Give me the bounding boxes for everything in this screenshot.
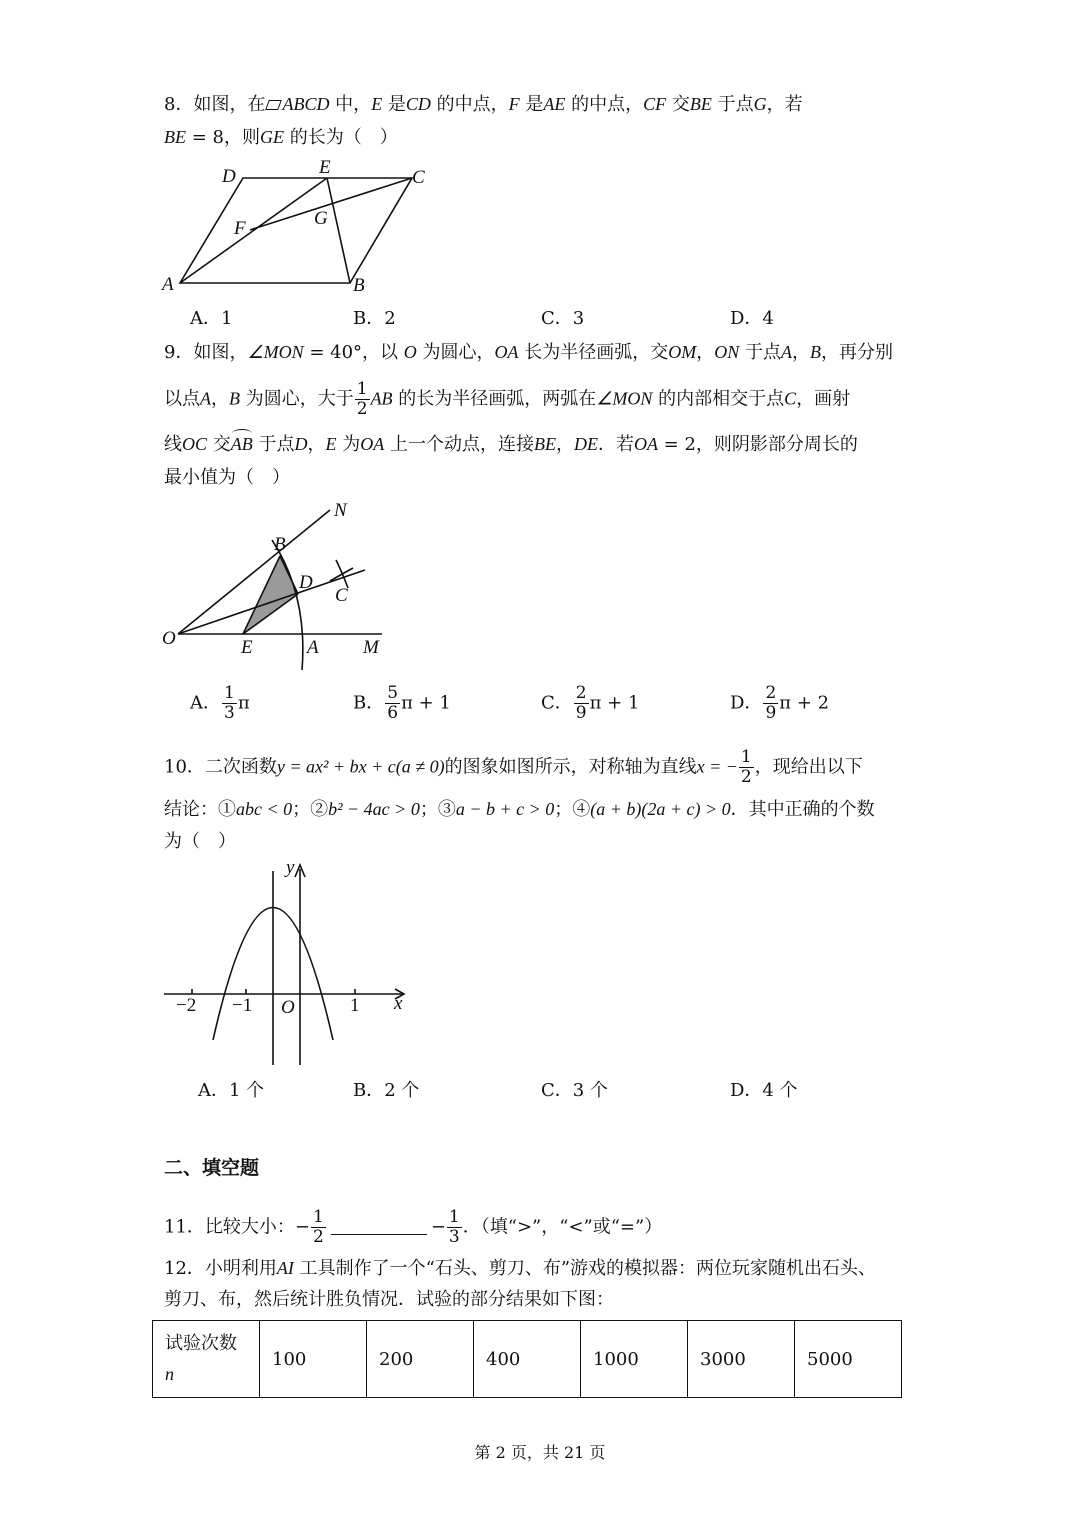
q10-line1: 10．二次函数y = ax² + bx + c(a ≠ 0)的图象如图所示，对称轴为直线x = − $\frac{1}{2}$ ，现给出以下 <box>164 747 863 787</box>
q8-option-c[interactable]: C．3 <box>541 308 585 329</box>
q9-line2: 以点A，B 为圆心，大于 $\frac{1}{2}$ AB 的长为半径画弧，两弧在∠MON 的内部相交于点C，画射 <box>164 379 851 419</box>
table-cell: 5000 <box>795 1321 902 1398</box>
q11-line: 11．比较大小：− $\frac{1}{2}$ − $\frac{1}{3}$ ．（填“>”，“<”或“=”） <box>164 1207 663 1247</box>
q10-option-a[interactable]: A．1 个 <box>198 1080 265 1101</box>
trial-results-table <box>152 1320 902 1398</box>
section-title: 二、填空题 <box>164 1157 260 1179</box>
parallelogram-symbol <box>266 100 283 110</box>
q9-line1: 9．如图，∠MON = 40°，以 O 为圆心，OA 长为半径画弧，交OM，ON 于点A，B，再分别 <box>164 342 893 363</box>
q10-parabola-figure <box>150 855 420 1070</box>
q8-label-E: E <box>319 157 331 178</box>
q8-label-D: D <box>222 166 236 187</box>
q8-label-C: C <box>412 167 425 188</box>
q9-label-B: B <box>274 534 286 555</box>
page-footer: 第 2 页，共 21 页 <box>474 1443 606 1462</box>
q8-option-b[interactable]: B．2 <box>353 308 396 329</box>
q9-line3: 线OC 交 AB 于点D，E 为OA 上一个动点，连接BE，DE．若OA = 2，则阴影部分周长的 <box>164 432 858 457</box>
q8-line1: 8．如图，在 ABCD 中，E 是CD 的中点，F 是AE 的中点，CF 交BE 于点G，若 <box>164 94 803 115</box>
table-cell: 200 <box>367 1321 474 1398</box>
q9-half-fraction: $\frac{1}{2}$ <box>356 379 368 419</box>
table-row <box>153 1321 902 1398</box>
q8-option-d[interactable]: D．4 <box>730 308 774 329</box>
q10-option-c[interactable]: C．3 个 <box>541 1080 608 1101</box>
table-cell: 100 <box>260 1321 367 1398</box>
q10-tick-minus1: −1 <box>232 995 253 1016</box>
q9-option-b[interactable]: B． $\frac{5}{6}$ π + 1 <box>353 683 451 723</box>
q9-label-M: M <box>363 637 379 658</box>
arc-ab: AB <box>231 432 253 456</box>
q10-option-b[interactable]: B．2 个 <box>353 1080 420 1101</box>
q10-option-d[interactable]: D．4 个 <box>730 1080 798 1101</box>
table-cell: 400 <box>474 1321 581 1398</box>
q8-label-F: F <box>234 218 246 239</box>
q10-label-x: x <box>394 993 403 1014</box>
q8-parallelogram-figure <box>150 150 450 300</box>
q8-line2: BE = 8，则GE 的长为（ ） <box>164 127 398 148</box>
q10-axis-fraction: $\frac{1}{2}$ <box>740 747 752 787</box>
q9-label-D: D <box>299 572 313 593</box>
q10-label-y: y <box>286 857 295 878</box>
q10-tick-1: 1 <box>350 995 360 1016</box>
q9-option-c[interactable]: C． $\frac{2}{9}$ π + 1 <box>541 683 640 723</box>
table-cell: 3000 <box>688 1321 795 1398</box>
q9-label-A: A <box>307 637 319 658</box>
table-cell: 1000 <box>581 1321 688 1398</box>
q8-label-G: G <box>314 208 328 229</box>
table-header-cell: 试验次数 n <box>153 1321 260 1398</box>
q9-label-N: N <box>334 500 347 521</box>
q9-label-E: E <box>241 637 253 658</box>
q8-label-B: B <box>353 275 365 296</box>
q9-line4: 最小值为（ ） <box>164 467 290 488</box>
q12-line1: 12．小明利用AI 工具制作了一个“石头、剪刀、布”游戏的模拟器：两位玩家随机出石头、 <box>164 1258 877 1279</box>
q10-line3: 为（ ） <box>164 831 236 852</box>
arc-over-icon <box>232 429 252 438</box>
q9-angle-figure <box>150 490 410 680</box>
q12-line2: 剪刀、布，然后统计胜负情况．试验的部分结果如下图： <box>164 1289 614 1310</box>
q9-option-d[interactable]: D． $\frac{2}{9}$ π + 2 <box>730 683 830 723</box>
q8-option-a[interactable]: A．1 <box>190 308 233 329</box>
q8-label-A: A <box>162 274 174 295</box>
q10-label-O: O <box>281 997 295 1018</box>
q10-line2: 结论：①abc < 0；②b² − 4ac > 0；③a − b + c > 0；④(a + b)(2a + c) > 0．其中正确的个数 <box>164 799 875 820</box>
q9-label-C: C <box>335 585 348 606</box>
q9-label-O: O <box>162 628 176 649</box>
answer-blank[interactable] <box>331 1234 427 1235</box>
q9-option-a[interactable]: A． $\frac{1}{3}$ π <box>190 683 250 723</box>
q10-tick-minus2: −2 <box>176 995 197 1016</box>
